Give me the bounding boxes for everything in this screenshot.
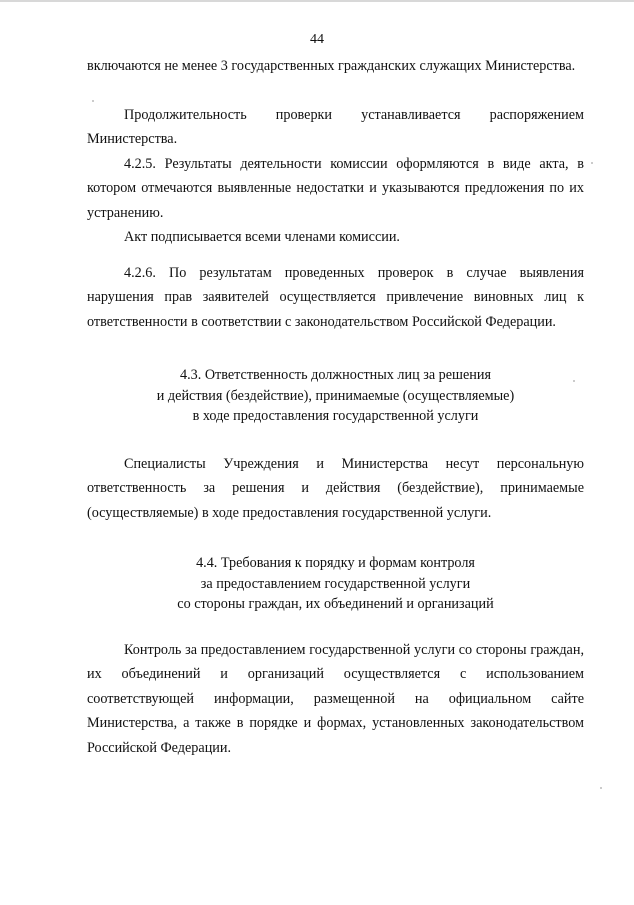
- heading-line: 4.3. Ответственность должностных лиц за решения: [179, 367, 491, 383]
- scan-speck: [92, 100, 94, 102]
- paragraph-continuation: включаются не менее 3 государственных гражданских служащих Министерства.: [87, 58, 576, 74]
- paragraph-4-2-6: 4.2.6. По результатам проведенных проверок в случае выявления нарушения прав заявителей осуществляется привлечение виновных лиц к ответственности в соответствии с законодательством Российской Федерации.: [87, 265, 584, 330]
- paragraph-public-control: Контроль за предоставлением государственной услуги со стороны граждан, их объединений и организаций осуществляется с использованием соответствующей информации, размещенной на официальном сайте Министерства, а также в порядке и формах, установленных законодательством Российской Федерации.: [87, 642, 584, 756]
- heading-line: 4.4. Требования к порядку и формам контроля: [196, 555, 475, 571]
- scan-speck: [573, 380, 575, 382]
- heading-line: и действия (бездействие), принимаемые (осуществляемые): [156, 387, 515, 404]
- scan-speck: [591, 162, 593, 164]
- paragraph-check-duration: Продолжительность проверки устанавливается распоряжением Министерства.: [87, 107, 584, 148]
- scan-speck: [600, 787, 602, 789]
- heading-line: со стороны граждан, их объединений и организаций: [177, 596, 494, 612]
- heading-line: за предоставлением государственной услуги: [200, 575, 471, 592]
- scan-edge: [0, 0, 634, 2]
- section-heading-4-3: [87, 365, 584, 427]
- paragraph-act-signing: Акт подписывается всеми членами комиссии.: [124, 229, 400, 245]
- page-number: 44: [310, 32, 324, 47]
- paragraph-4-2-5: 4.2.5. Результаты деятельности комиссии оформляются в виде акта, в котором отмечаются выявленные недостатки и указываются предложения по их устранению.: [87, 156, 584, 221]
- section-heading-4-4: [87, 553, 584, 615]
- heading-line: в ходе предоставления государственной услуги: [192, 408, 479, 424]
- paragraph-responsibility: Специалисты Учреждения и Министерства несут персональную ответственность за решения и действия (бездействие), принимаемые (осуществляемые) в ходе предоставления государственной услуги.: [87, 456, 584, 521]
